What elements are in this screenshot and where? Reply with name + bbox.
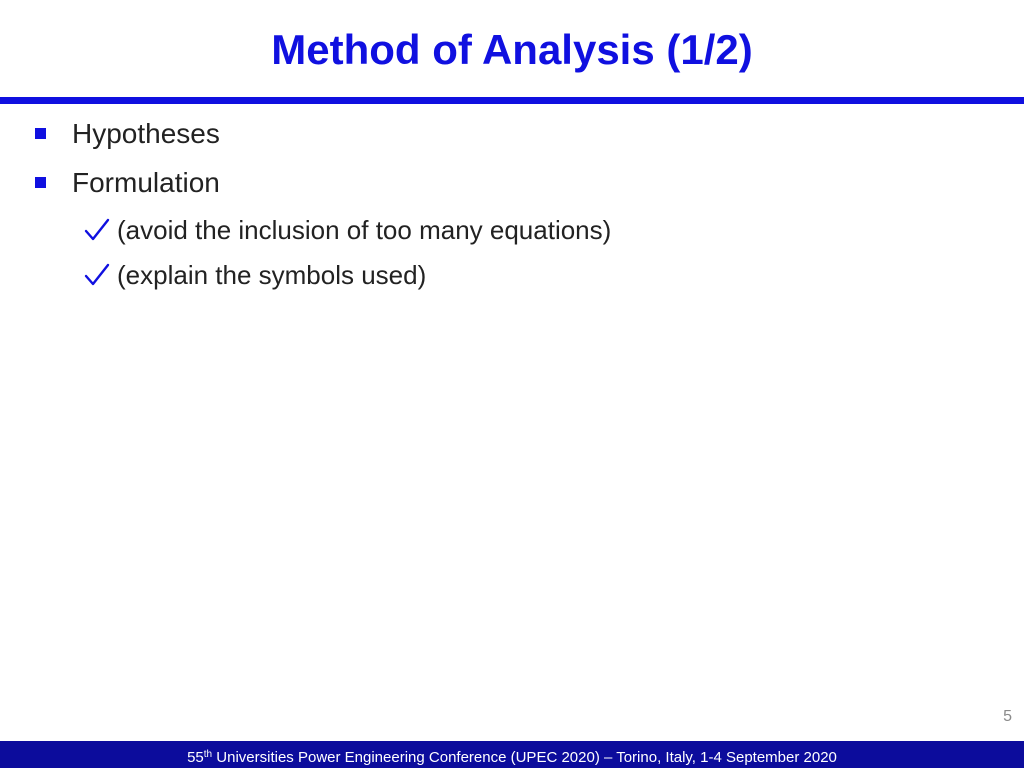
sub-bullet-item <box>0 214 900 246</box>
title-underline <box>0 97 1024 104</box>
bullet-item-formulation <box>0 165 900 201</box>
footer-bar <box>0 741 1024 768</box>
bullet-item-hypotheses <box>0 116 900 152</box>
square-bullet-icon <box>35 177 46 188</box>
sub-bullet-item <box>0 259 900 291</box>
footer-text <box>0 741 1024 768</box>
sub-bullet-label: (explain the symbols used) <box>117 260 427 290</box>
footer-ordinal-number: 55 <box>187 749 204 766</box>
bullet-label: Hypotheses <box>72 118 220 149</box>
sub-bullet-label: (avoid the inclusion of too many equations) <box>117 215 612 245</box>
checkmark-icon <box>84 218 110 242</box>
checkmark-icon <box>84 263 110 287</box>
square-bullet-icon <box>35 128 46 139</box>
slide-title: Method of Analysis (1/2) <box>271 26 753 73</box>
footer-ordinal-suffix: th <box>203 749 213 760</box>
page-number: 5 <box>1003 708 1012 725</box>
bullet-label: Formulation <box>72 167 220 198</box>
footer-conference-text: Universities Power Engineering Conference (UPEC 2020) – Torino, Italy, 1-4 September 2020 <box>212 749 837 766</box>
